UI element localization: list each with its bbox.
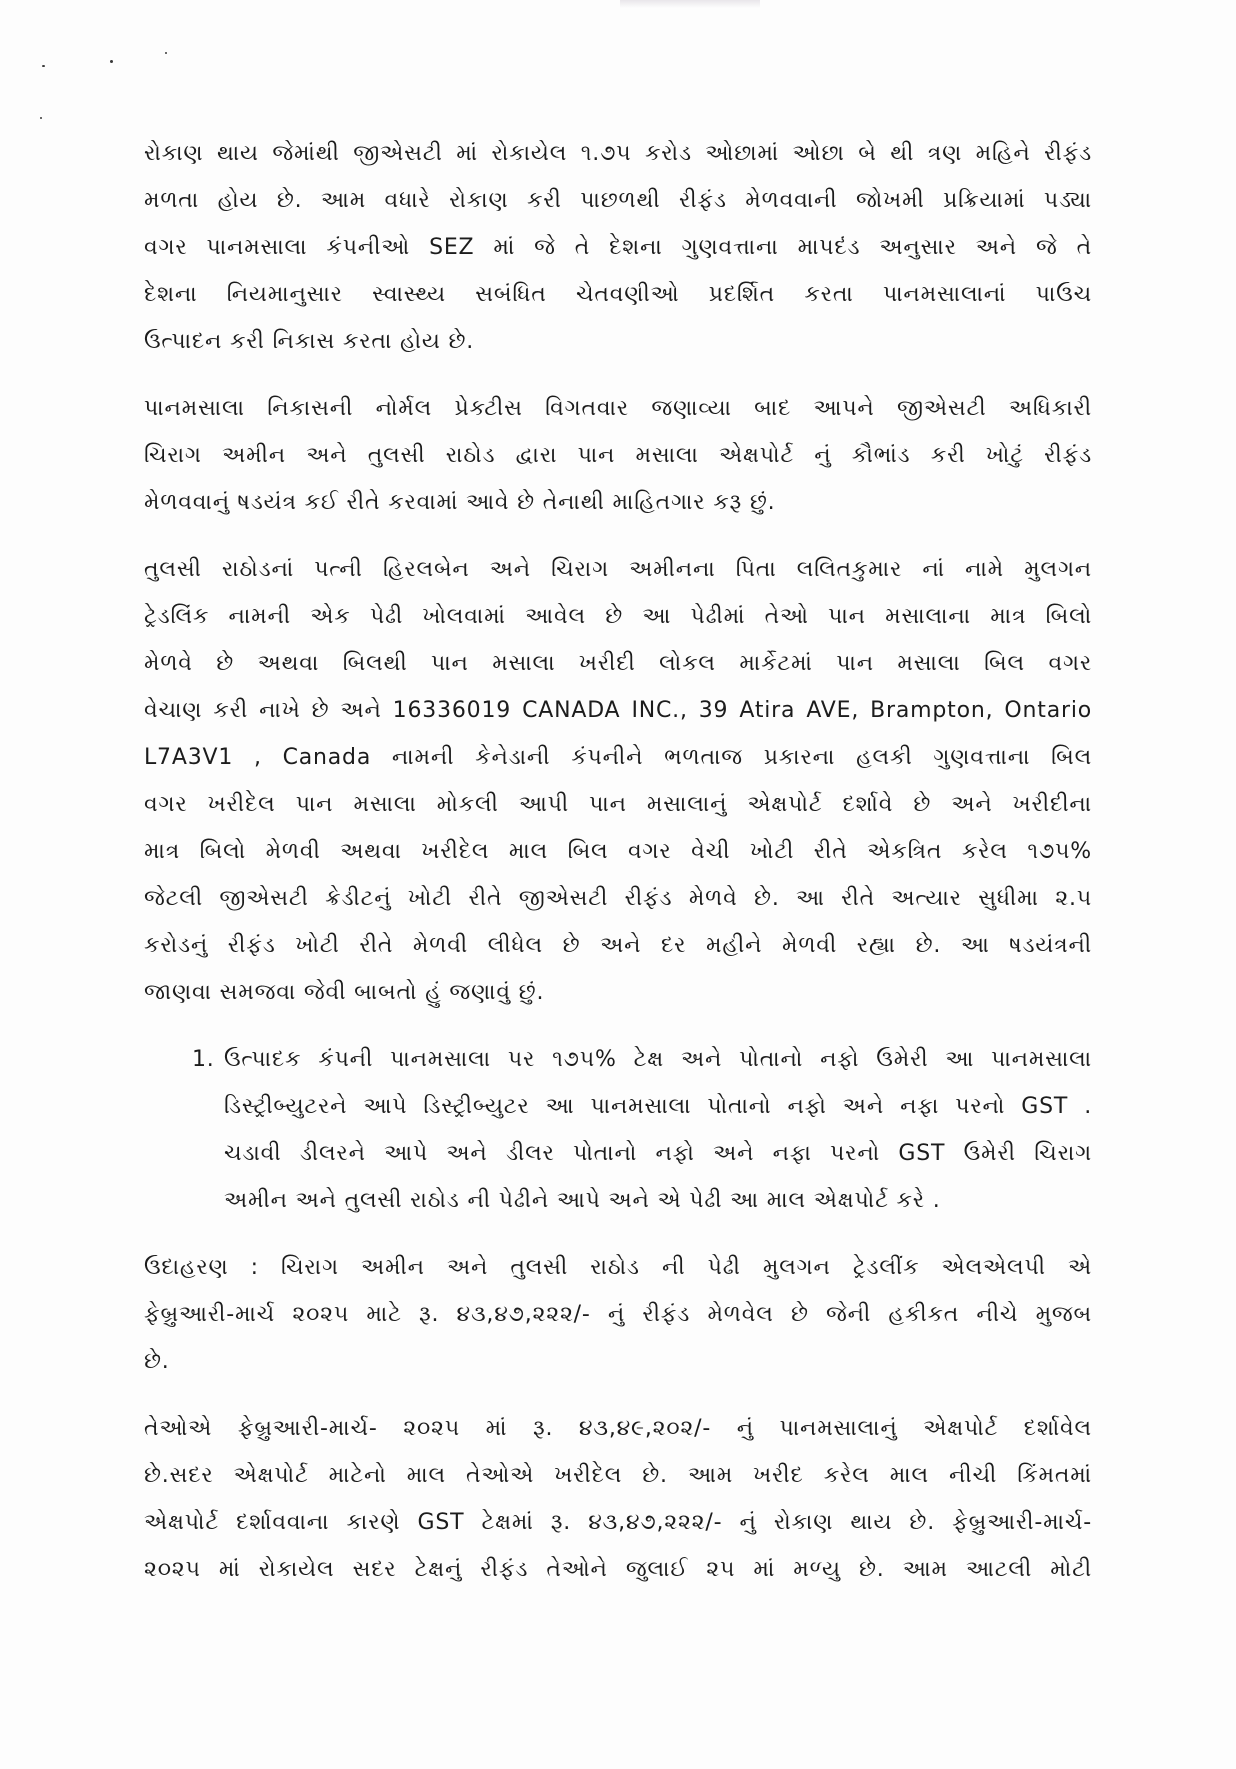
list-number: 1.: [192, 1047, 215, 1072]
text-line: રોકાણ થાય જેમાંથી જીએસટી માં રોકાયેલ ૧.૭૫ કરોડ ઓછામાં ઓછા બે થી ત્રણ મહિને રીફંડ: [144, 141, 1092, 166]
text-line: જેટલી જીએસટી ક્રેડીટનું ખોટી રીતે જીએસટી રીફંડ મેળવે છે. આ રીતે અત્યાર સુધીમા ૨.૫: [144, 886, 1092, 911]
text-line: જાણવા સમજવા જેવી બાબતો હું જણાવું છું.: [144, 980, 545, 1005]
text-line: મેળવે છે અથવા બિલથી પાન મસાલા ખરીદી લોકલ માર્કેટમાં પાન મસાલા બિલ વગર: [144, 651, 1092, 676]
text-line: માત્ર બિલો મેળવી અથવા ખરીદેલ માલ બિલ વગર વેચી ખોટી રીતે એકત્રિત કરેલ ૧૭૫%: [144, 839, 1092, 864]
text-line: તુલસી રાઠોડનાં પત્ની હિરલબેન અને ચિરાગ અમીનના પિતા લલિતકુમાર નાં નામે મુલગન: [144, 557, 1092, 582]
paragraph-5: [144, 1405, 1092, 1593]
text-line: દેશના નિયમાનુસાર સ્વાસ્થ્ય સબંધિત ચેતવણીઓ પ્રદર્શિત કરતા પાનમસાલાનાં પાઉચ: [144, 282, 1092, 307]
scan-speck: [165, 52, 167, 54]
text-line: ચિરાગ અમીન અને તુલસી રાઠોડ દ્વારા પાન મસાલા એક્ષપોર્ટ નું કૌભાંડ કરી ખોટું રીફંડ: [144, 443, 1092, 468]
scan-speck: [40, 117, 42, 119]
text-line: વેચાણ કરી નાખે છે અને 16336019 CANADA INC., 39 Atira AVE, Brampton, Ontario: [144, 698, 1092, 723]
list-item: [144, 1036, 1092, 1224]
scan-speck: [42, 65, 45, 67]
text-line: છે.: [144, 1349, 170, 1374]
text-line: મેળવવાનું ષડયંત્ર કઈ રીતે કરવામાં આવે છે તેનાથી માહિતગાર કરૂ છું.: [144, 490, 776, 515]
text-line: ફેબ્રુઆરી-માર્ચ ૨૦૨૫ માટે રૂ. ૪૩,૪૭,૨૨૨/- નું રીફંડ મેળવેલ છે જેની હકીકત નીચે મુજબ: [144, 1302, 1092, 1327]
paragraph-1: [144, 130, 1092, 365]
paragraph-4: [144, 1244, 1092, 1385]
text-line: તેઓએ ફેબ્રુઆરી-માર્ચ- ૨૦૨૫ માં રૂ. ૪૩,૪૯,૨૦૨/- નું પાનમસાલાનું એક્ષપોર્ટ દર્શાવેલ: [144, 1416, 1092, 1441]
text-line: પાનમસાલા નિકાસની નોર્મલ પ્રેક્ટીસ વિગતવાર જણાવ્યા બાદ આપને જીએસટી અધિકારી: [144, 396, 1092, 421]
text-line: વગર ખરીદેલ પાન મસાલા મોકલી આપી પાન મસાલાનું એક્ષપોર્ટ દર્શાવે છે અને ખરીદીના: [144, 792, 1092, 817]
scan-smudge: [620, 0, 760, 8]
text-line: ઉત્પાદન કરી નિકાસ કરતા હોય છે.: [144, 329, 475, 354]
text-line: ડિસ્ટ્રીબ્યુટરને આપે ડિસ્ટ્રીબ્યુટર આ પાનમસાલા પોતાનો નફો અને નફા પરનો GST .: [224, 1094, 1092, 1119]
text-line: ઉત્પાદક કંપની પાનમસાલા પર ૧૭૫% ટેક્ષ અને પોતાનો નફો ઉમેરી આ પાનમસાલા: [224, 1047, 1092, 1072]
text-line: ટ્રેડલિંક નામની એક પેઢી ખોલવામાં આવેલ છે આ પેઢીમાં તેઓ પાન મસાલાના માત્ર બિલો: [144, 604, 1092, 629]
paragraph-3: [144, 546, 1092, 1016]
text-line: એક્ષપોર્ટ દર્શાવવાના કારણે GST ટેક્ષમાં રૂ. ૪૩,૪૭,૨૨૨/- નું રોકાણ થાય છે. ફેબ્રુઆરી-માર્ચ-: [144, 1510, 1092, 1535]
text-line: કરોડનું રીફંડ ખોટી રીતે મેળવી લીધેલ છે અને દર મહીને મેળવી રહ્યા છે. આ ષડયંત્રની: [144, 933, 1092, 958]
paragraph-2: [144, 385, 1092, 526]
text-line: L7A3V1 , Canada નામની કેનેડાની કંપનીને ભળતાજ પ્રકારના હલકી ગુણવત્તાના બિલ: [144, 745, 1092, 770]
text-line: ૨૦૨૫ માં રોકાયેલ સદર ટેક્ષનું રીફંડ તેઓને જુલાઈ ૨૫ માં મળ્યુ છે. આમ આટલી મોટી: [144, 1557, 1092, 1582]
text-line: ચડાવી ડીલરને આપે અને ડીલર પોતાનો નફો અને નફા પરનો GST ઉમેરી ચિરાગ: [224, 1141, 1092, 1166]
scan-speck: [110, 60, 113, 63]
text-line: વગર પાનમસાલા કંપનીઓ SEZ માં જે તે દેશના ગુણવત્તાના માપદંડ અનુસાર અને જે તે: [144, 235, 1092, 260]
document-body: [144, 130, 1092, 1613]
text-line: ઉદાહરણ : ચિરાગ અમીન અને તુલસી રાઠોડ ની પેઢી મુલગન ટ્રેડલીંક એલએલપી એ: [144, 1255, 1092, 1280]
text-line: મળતા હોય છે. આમ વધારે રોકાણ કરી પાછળથી રીફંડ મેળવવાની જોખમી પ્રક્રિયામાં પડ્યા: [144, 188, 1092, 213]
text-line: અમીન અને તુલસી રાઠોડ ની પેઢીને આપે અને એ પેઢી આ માલ એક્ષપોર્ટ કરે .: [224, 1188, 941, 1213]
text-line: છે.સદર એક્ષપોર્ટ માટેનો માલ તેઓએ ખરીદેલ છે. આમ ખરીદ કરેલ માલ નીચી કિંમતમાં: [144, 1463, 1092, 1488]
